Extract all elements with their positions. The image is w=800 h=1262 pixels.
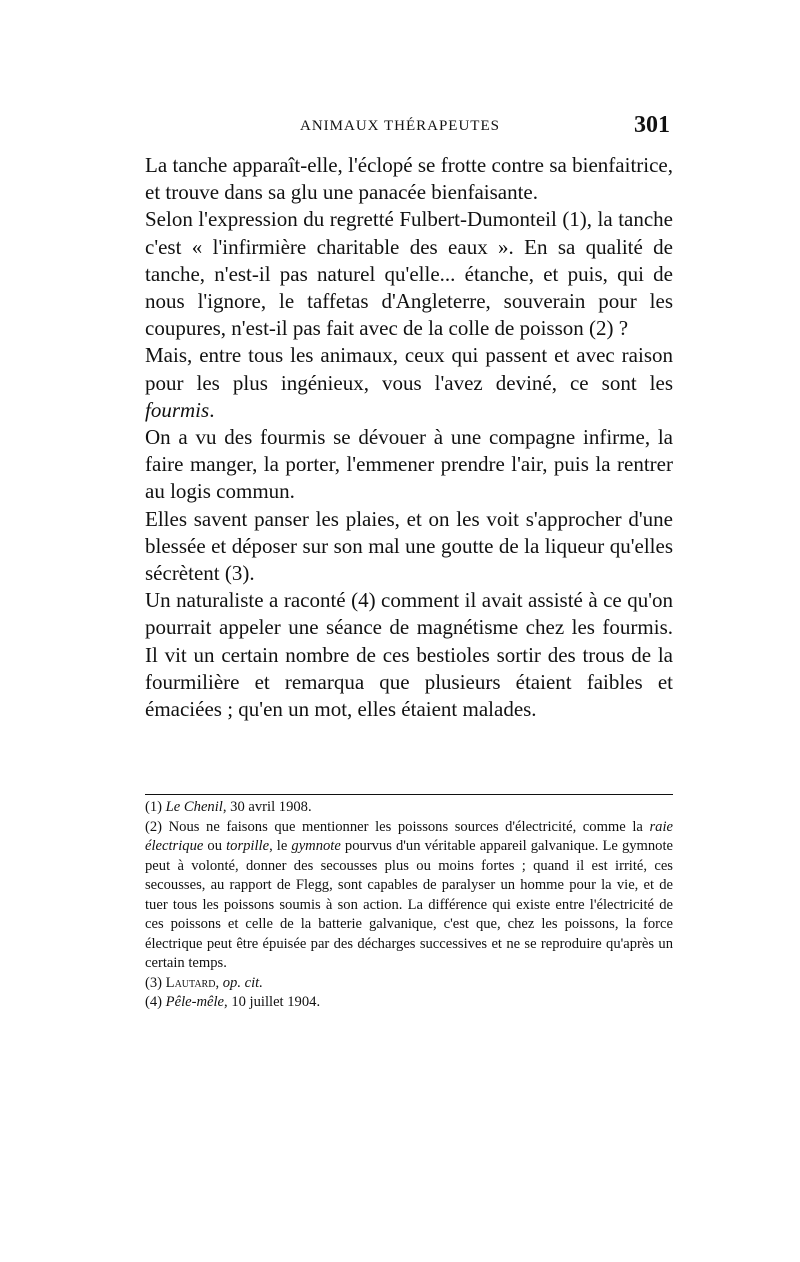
- footnote-2-text-2: ou: [203, 838, 227, 854]
- footnote-1-source: Le Chenil: [165, 799, 223, 815]
- footnotes: [145, 798, 673, 1013]
- footnote-2-text-3: , le: [269, 838, 292, 854]
- paragraph-4: On a vu des fourmis se dévouer à une compagne infirme, la faire manger, la porter, l'emmener prendre l'air, puis la rentrer au logis commun.: [145, 425, 673, 504]
- footnote-2-italic-1: raie électrique: [145, 818, 674, 854]
- body-text: [145, 152, 673, 723]
- footnote-3: [145, 974, 673, 994]
- paragraph-6: Un naturaliste a raconté (4) comment il avait assisté à ce qu'on pourrait appeler une séance de magnétisme chez les fourmis. Il vit un certain nombre de ces bestioles sortir des trous de la fourmilière et remarqua que plusieurs étaient faibles et émaciées ; qu'en un mot, elles étaient malades.: [145, 588, 673, 722]
- footnote-3-sep: ,: [215, 974, 223, 991]
- footnote-3-ref: op. cit.: [222, 974, 263, 991]
- footnote-rule: [145, 794, 673, 795]
- footnote-1: [145, 798, 673, 818]
- paragraph-1: La tanche apparaît-elle, l'éclopé se frotte contre sa bienfaitrice, et trouve dans sa glu une panacée bienfaisante.: [145, 153, 673, 205]
- footnote-4: [145, 993, 673, 1013]
- footnote-1-rest: , 30 avril 1908.: [222, 799, 312, 815]
- footnote-4-source: Pêle-mêle: [165, 994, 225, 1010]
- footnote-2-text-1: Nous ne faisons que mentionner les poissons sources d'électricité, comme la: [168, 818, 650, 835]
- footnote-2-italic-2: torpille: [226, 838, 270, 854]
- paragraph-3: [145, 342, 673, 424]
- footnote-2: [145, 818, 673, 974]
- page-number: 301: [634, 112, 670, 138]
- paragraph-3-italic: fourmis: [145, 397, 210, 422]
- paragraph-2: Selon l'expression du regretté Fulbert-Dumonteil (1), la tanche c'est « l'infirmière charitable des eaux ». En sa qualité de tanche, n'est-il pas naturel qu'elle... étanche, et puis, qui de nous l'ignore, le taffetas d'Angleterre, souverain pour les coupures, n'est-il pas fait avec de la colle de poisson (2) ?: [145, 207, 673, 341]
- paragraph-3-end: .: [209, 397, 215, 422]
- footnote-3-author: Lautard: [165, 974, 216, 991]
- paragraph-5: Elles savent panser les plaies, et on les voit s'approcher d'une blessée et déposer sur son mal une goutte de la liqueur qu'elles sécrètent (3).: [145, 506, 673, 586]
- running-title: ANIMAUX THÉRAPEUTES: [300, 118, 500, 134]
- footnote-2-italic-3: gymnote: [291, 838, 341, 854]
- footnote-2-text-4: pourvus d'un véritable appareil galvanique. Le gymnote peut à volonté, donner des secousses plus ou moins fortes ; quand il est irrité, ces secousses, au rapport de Flegg, sont capables de paralyser un homme pour la vie, et de tuer tous les poissons soumis à son action. La différence qui existe entre l'électricité de ces poissons et celle de la batterie galvanique, c'est que, chez les poissons, la force électrique peut être épuisée par des décharges successives et ne se reproduire qu'après un certain temps.: [145, 838, 674, 971]
- footnote-3-marker: (3): [145, 974, 166, 991]
- footnote-4-rest: , 10 juillet 1904.: [224, 994, 321, 1010]
- footnote-2-marker: (2): [145, 818, 169, 835]
- footnote-4-marker: (4): [145, 994, 166, 1010]
- footnote-1-marker: (1): [145, 799, 166, 815]
- paragraph-3-text: Mais, entre tous les animaux, ceux qui passent et avec raison pour les plus ingénieux, vous l'avez deviné, ce sont les: [145, 343, 673, 395]
